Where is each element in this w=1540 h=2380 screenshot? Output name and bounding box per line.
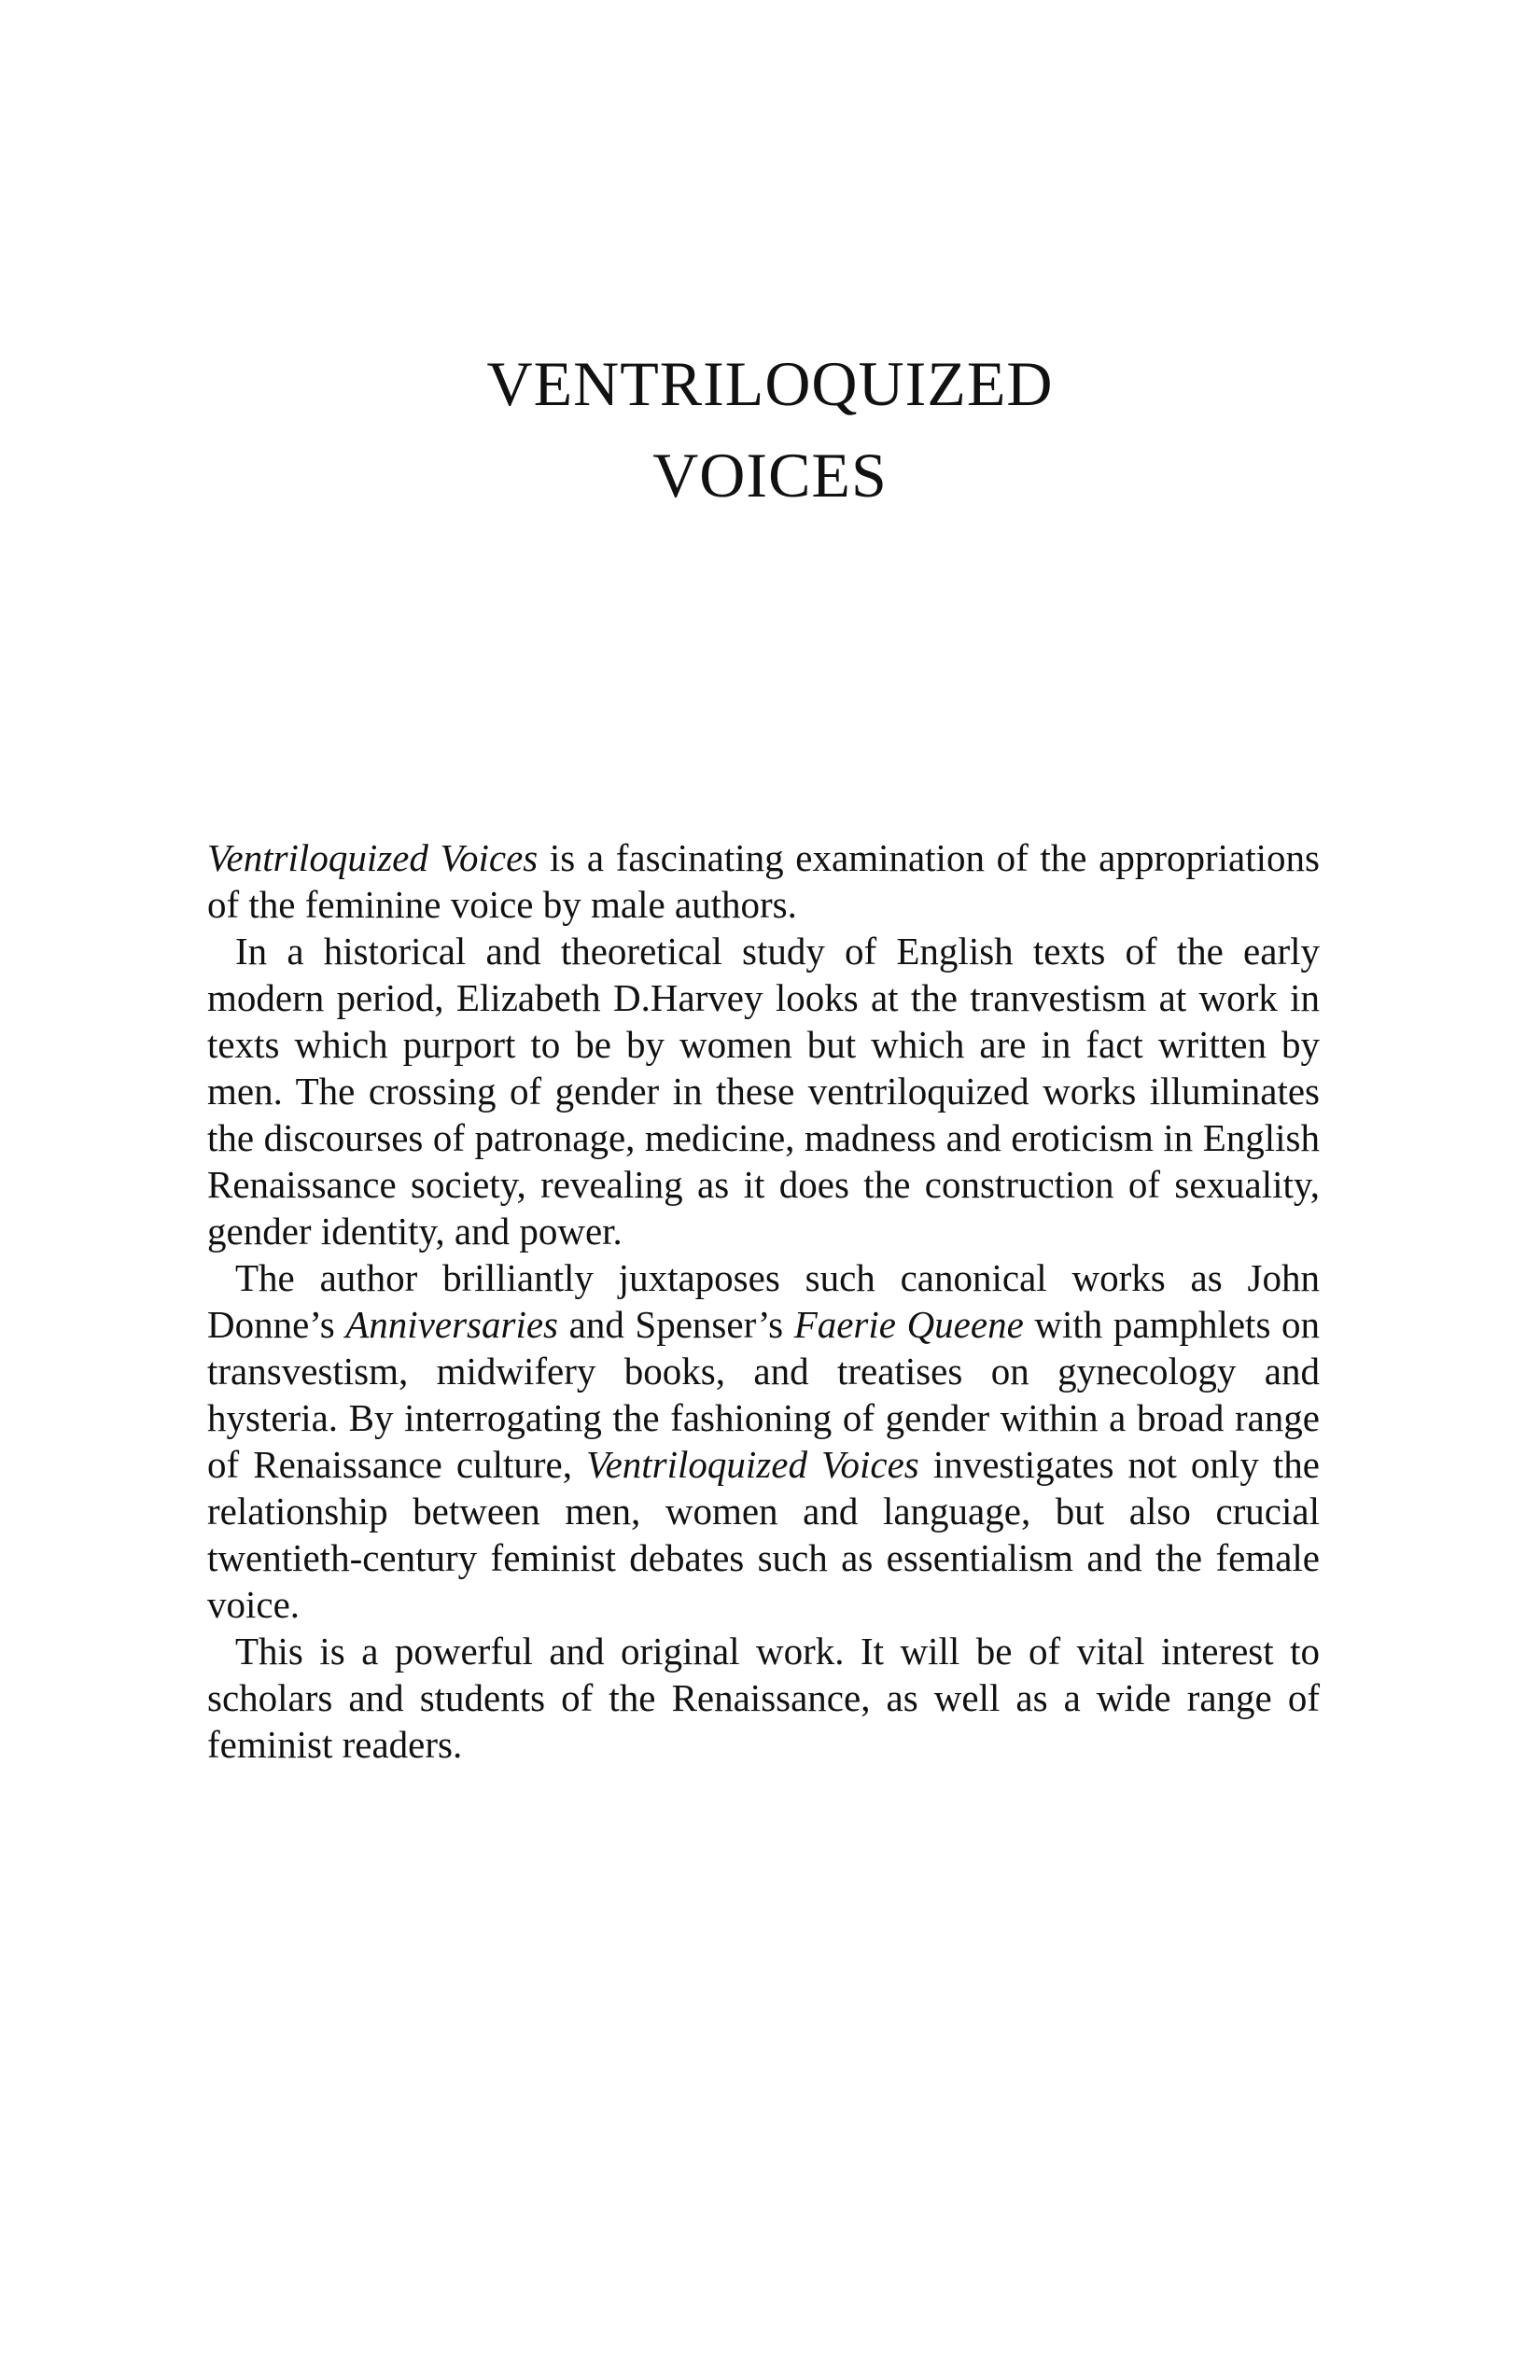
book-title [0,338,1540,521]
paragraph-1-text: is a fascinating examination of the appropriations of the feminine voice by male authors. [207,836,1320,926]
book-title-line-2: VOICES [652,440,888,511]
paragraph-3-text-3: with pamphlets on transvestism, midwifery books, and treatises on gynecology and hysteria. By interrogating the fashioning of gender within a broad range of Renaissance culture, [207,1303,1320,1486]
description-paragraph-4: This is a powerful and original work. It will be of vital interest to scholars and students of the Renaissance, as well as a wide range of feminist readers. [207,1630,1320,1766]
book-title-italic: Ventriloquized Voices [207,836,539,879]
work-title-ventriloquized-voices: Ventriloquized Voices [586,1443,919,1486]
work-title-anniversaries: Anniversaries [345,1303,559,1346]
book-description [207,834,1320,1768]
description-paragraph-2: In a historical and theoretical study of English texts of the early modern period, Elizabeth D.Harvey looks at the tranvestism at work in texts which purport to be by women but which are in fact written by men. The crossing of gender in these ventriloquized works illuminates the discourses of patronage, medicine, madness and eroticism in English Renaissance society, revealing as it does the construction of sexuality, gender identity, and power. [207,930,1320,1253]
book-title-line-1: VENTRILOQUIZED [486,348,1054,419]
paragraph-3-text-1: The author brilliantly juxtaposes such canonical works as John Donne’s [207,1256,1320,1346]
description-paragraph-1 [207,834,1320,928]
paragraph-3-text-4: investigates not only the relationship between men, women and language, but also crucial twentieth-century feminist debates such as essentialism and the female voice. [207,1443,1320,1626]
paragraph-3-text-2: and Spenser’s [558,1303,794,1346]
work-title-faerie-queene: Faerie Queene [793,1303,1024,1346]
description-paragraph-3 [207,1254,1320,1628]
